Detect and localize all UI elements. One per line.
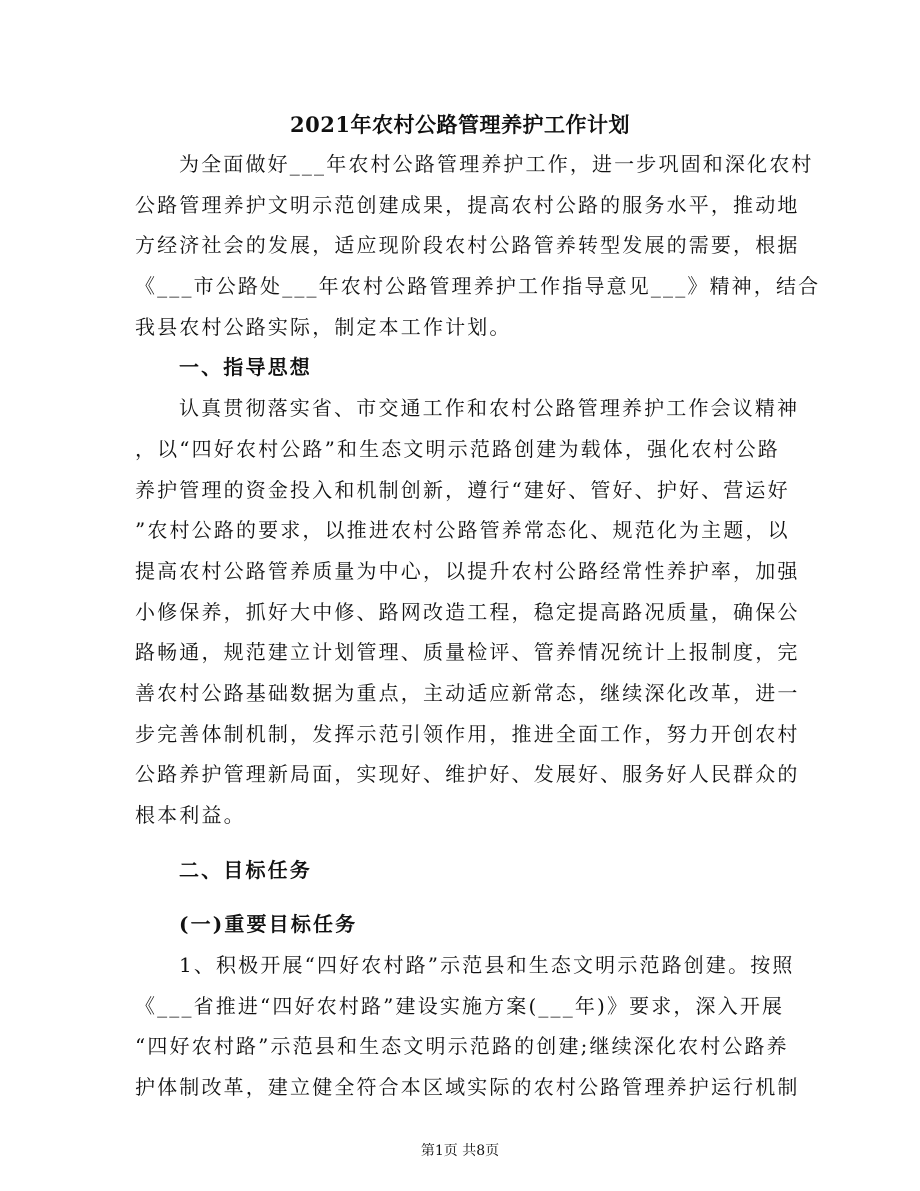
section-heading: 二、目标任务 bbox=[179, 857, 312, 882]
text-line: 路畅通，规范建立计划管理、质量检评、管养情况统计上报制度，完 bbox=[135, 640, 800, 665]
subsection-heading: (一)重要目标任务 bbox=[179, 912, 358, 937]
text-line: 公路养护管理新局面，实现好、维护好、发展好、服务好人民群众的 bbox=[135, 762, 800, 787]
guiding-ideology-paragraph bbox=[135, 388, 800, 836]
text-line: 认真贯彻落实省、市交通工作和农村公路管理养护工作会议精神 bbox=[179, 396, 800, 421]
text-line: 步完善体制机制，发挥示范引领作用，推进全面工作，努力开创农村 bbox=[135, 721, 800, 746]
text-line: 为全面做好___年农村公路管理养护工作，进一步巩固和深化农村 bbox=[179, 152, 814, 176]
text-line: 护体制改革，建立健全符合本区域实际的农村公路管理养护运行机制 bbox=[135, 1075, 800, 1100]
text-line: 公路管理养护文明示范创建成果，提高农村公路的服务水平，推动地 bbox=[135, 192, 800, 217]
item-1-paragraph bbox=[135, 945, 800, 1108]
text-line: 小修保养，抓好大中修、路网改造工程，稳定提高路况质量，确保公 bbox=[135, 599, 800, 624]
section-heading-goals bbox=[135, 850, 785, 891]
text-line: 《___市公路处___年农村公路管理养护工作指导意见___》精神，结合 bbox=[135, 274, 821, 299]
text-line: 养护管理的资金投入和机制创新，遵行“建好、管好、护好、营运好 bbox=[135, 477, 790, 502]
text-line: 方经济社会的发展，适应现阶段农村公路管养转型发展的需要，根据 bbox=[135, 233, 800, 258]
page-number: 第1页 共8页 bbox=[420, 1143, 500, 1159]
intro-paragraph bbox=[135, 144, 821, 347]
text-line: ，以“四好农村公路”和生态文明示范路创建为载体，强化农村公路 bbox=[135, 436, 780, 461]
text-line: ”农村公路的要求，以推进农村公路管养常态化、规范化为主题，以 bbox=[135, 518, 790, 543]
page-title: 2021年农村公路管理养护工作计划 bbox=[290, 112, 630, 137]
document-body bbox=[135, 144, 821, 1108]
subsection-heading-key-goals bbox=[135, 904, 785, 945]
text-line: 善农村公路基础数据为重点，主动适应新常态，继续深化改革，进一 bbox=[135, 680, 800, 705]
text-line: “四好农村路”示范县和生态文明示范路的创建;继续深化农村公路养 bbox=[135, 1034, 789, 1059]
spacer bbox=[135, 836, 785, 850]
text-line: 提高农村公路管养质量为中心，以提升农村公路经常性养护率，加强 bbox=[135, 558, 800, 583]
spacer bbox=[135, 890, 785, 904]
text-line: 《___省推进“四好农村路”建设实施方案(___年)》要求，深入开展 bbox=[135, 993, 785, 1018]
section-heading-guiding-ideology bbox=[135, 347, 785, 388]
text-line: 1、积极开展“四好农村路”示范县和生态文明示范路创建。按照 bbox=[179, 953, 795, 978]
text-line: 根本利益。 bbox=[135, 803, 246, 827]
text-line: 我县农村公路实际，制定本工作计划。 bbox=[135, 314, 512, 339]
section-heading: 一、指导思想 bbox=[179, 355, 312, 380]
